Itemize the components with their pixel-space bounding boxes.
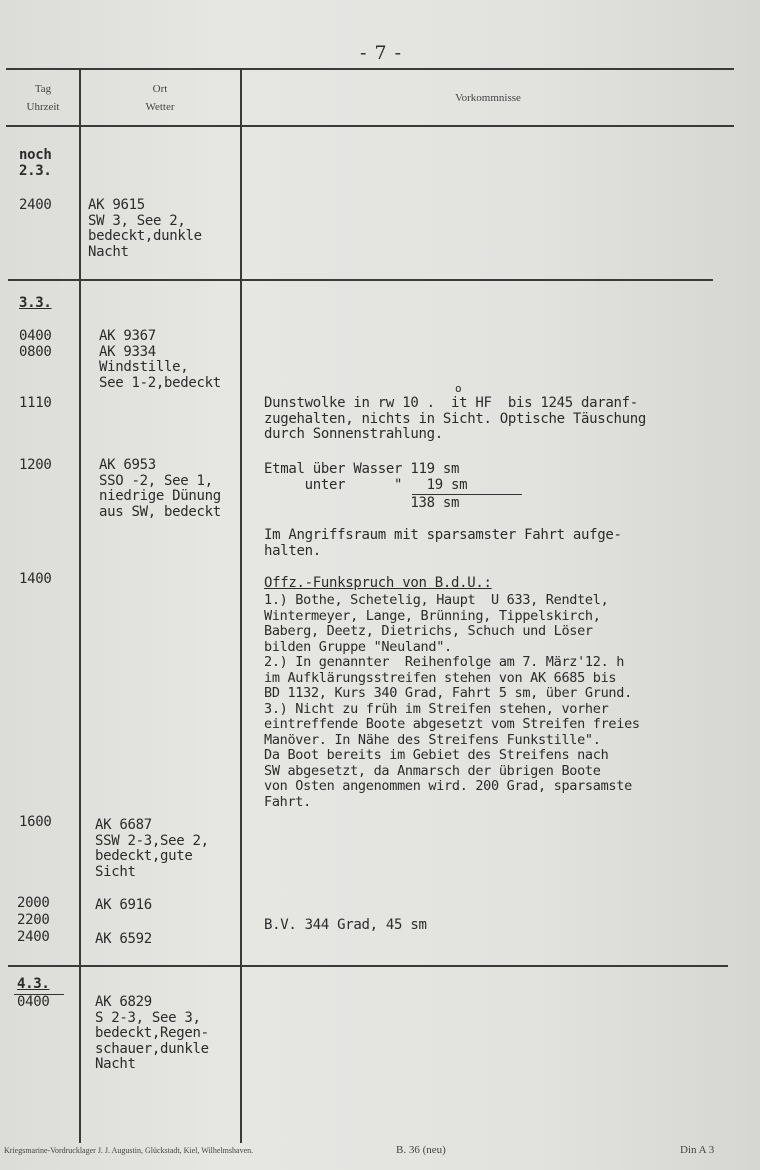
weather-0400-0800: AK 9367 AK 9334 Windstille, See 1-2,bedeckt: [99, 328, 221, 391]
table-top-border: [6, 68, 734, 70]
etmal-line-2: unter " 19 sm: [264, 477, 468, 493]
time-1110: 1110: [19, 395, 52, 411]
header-bottom-border: [6, 125, 734, 127]
header-events: Vorkommnisse: [455, 92, 521, 104]
event-1110: Dunstwolke in rw 10 . it HF bis 1245 daranf- zugehalten, nichts in Sicht. Optische Täuschung durch Sonnenstrahlung.: [264, 395, 647, 442]
footer-printer: Kriegsmarine-Vordrucklager J. J. Augustin, Glückstadt, Kiel, Wilhelmshaven.: [4, 1146, 254, 1155]
event-1400-radio-message: 1.) Bothe, Schetelig, Haupt U 633, Rendtel, Wintermeyer, Lange, Brünning, Tippelskirch, Baberg, Deetz, Dietrichs, Schuch und Löser bilden Gruppe "Neuland". 2.) In genannter Reihenfolge am 7. März'12. h im Aufklärungsstreifen stehen von AK 6685 bis BD 1132, Kurs 340 Grad, Fahrt 5 sm, über Grund. 3.) Nicht zu früh im Streifen stehen, vorher eintreffende Boote abgesetzt vom Streifen freies Manöver. In Nähe des Streifens Funkstille". Da Boot bereits im Gebiet des Streifens nach SW abgesetzt, da Anmarsch der übrigen Boote von Osten angenommen wird. 200 Grad, sparsamste Fahrt.: [264, 592, 640, 810]
day-separator-2: [8, 965, 728, 967]
weather-2400: AK 9615 SW 3, See 2, bedeckt,dunkle Nacht: [88, 197, 202, 260]
header-place-weather: Ort Wetter: [145, 83, 175, 113]
event-1200-attack-area: Im Angriffsraum mit sparsamster Fahrt aufge- halten.: [264, 527, 622, 559]
time-2400: 2400: [19, 197, 52, 213]
footer-paper-format: Din A 3: [680, 1144, 715, 1156]
column-divider-2: [240, 68, 242, 1143]
date-label-noch-2-3: noch 2.3.: [19, 147, 52, 179]
weather-0400-4-3: AK 6829 S 2-3, See 3, bedeckt,Regen- schauer,dunkle Nacht: [95, 994, 209, 1072]
weather-1200: AK 6953 SSO -2, See 1, niedrige Dünung aus SW, bedeckt: [99, 457, 221, 520]
time-0400-4-3: 0400: [17, 994, 50, 1010]
time-1200: 1200: [19, 457, 52, 473]
date-label-4-3: 4.3.: [17, 976, 50, 992]
column-divider-1: [79, 68, 81, 1143]
day-separator-1: [8, 279, 713, 281]
time-1600: 1600: [19, 814, 52, 830]
time-1400: 1400: [19, 571, 52, 587]
header-date-time: Tag Uhrzeit: [26, 83, 60, 113]
degree-mark: o: [455, 382, 462, 395]
weather-2400-position: AK 6592: [95, 931, 152, 947]
time-2000-2200-2400: 2000 2200 2400: [17, 895, 50, 945]
footer-form-number: B. 36 (neu): [396, 1144, 446, 1156]
etmal-line-1: Etmal über Wasser 119 sm: [264, 461, 460, 477]
event-2200: B.V. 344 Grad, 45 sm: [264, 917, 427, 933]
event-1400-heading: Offz.-Funkspruch von B.d.U.:: [264, 575, 492, 591]
etmal-line-3: 138 sm: [264, 495, 460, 511]
weather-2000: AK 6916: [95, 897, 152, 913]
weather-1600: AK 6687 SSW 2-3,See 2, bedeckt,gute Sicht: [95, 817, 209, 880]
date-label-3-3: 3.3.: [19, 295, 52, 311]
page-number: - 7 -: [360, 42, 403, 64]
time-0400-0800: 0400 0800: [19, 328, 52, 360]
